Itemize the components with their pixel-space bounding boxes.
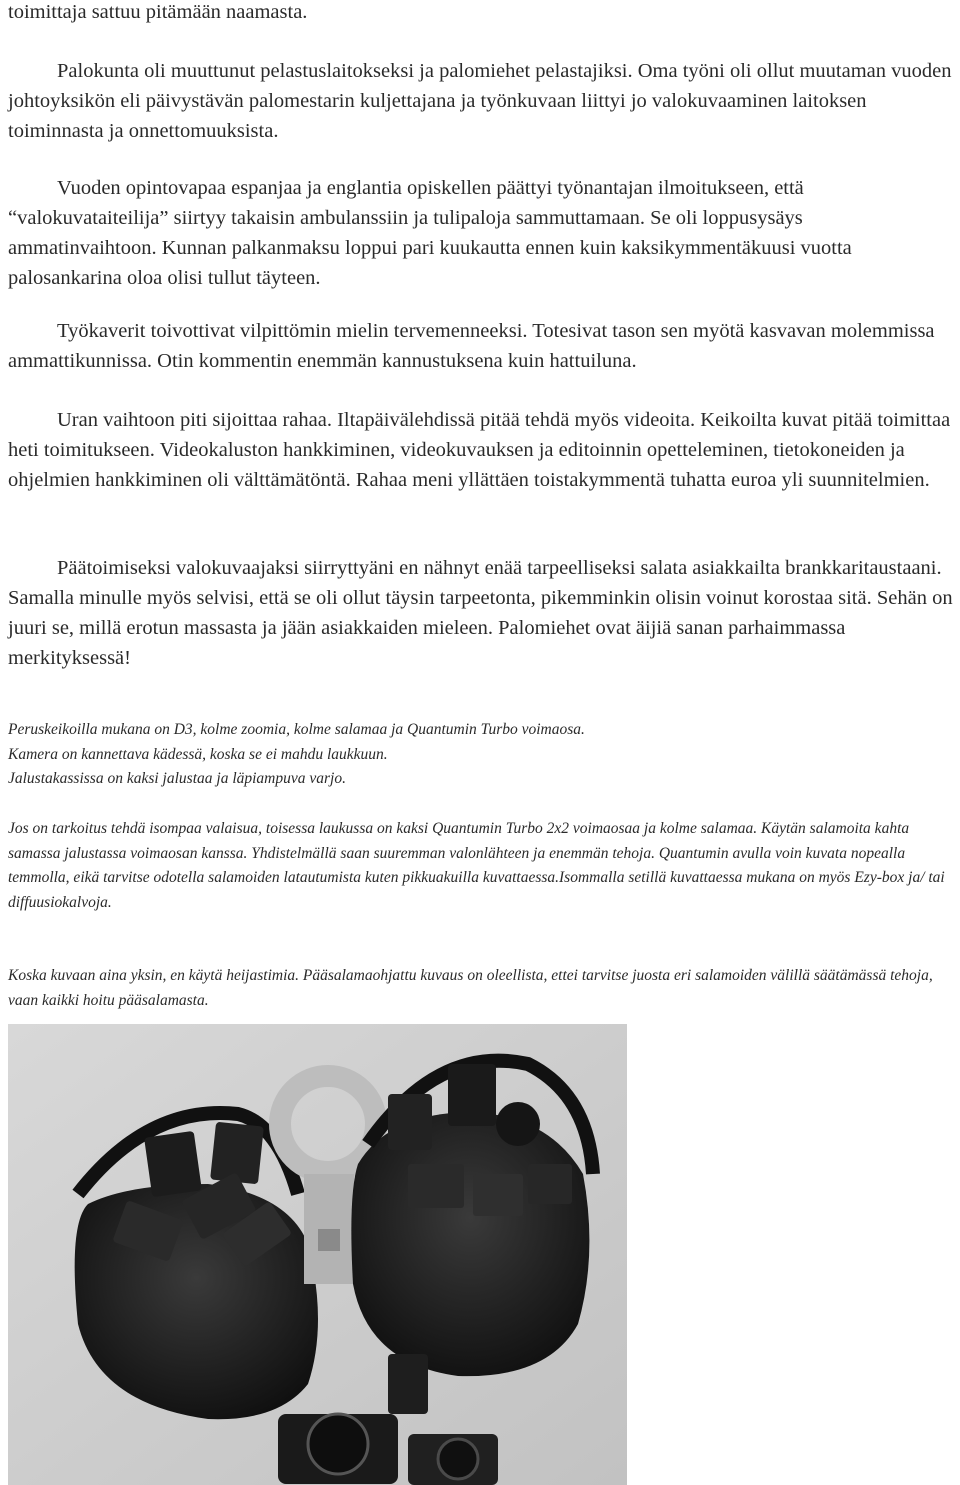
paragraph-colleagues: Työkaverit toivottivat vilpittömin mielin tervemenneeksi. Totesivat tason sen myötä kasvavan molemmissa ammattikunnissa. Otin kommentin enemmän kannustuksena kuin hattuiluna. [8,320,935,372]
paragraph-continuation: toimittaja sattuu pitämään naamasta. [8,1,308,23]
paragraph-investment: Uran vaihtoon piti sijoittaa rahaa. Iltapäivälehdissä pitää tehdä myös videoita. Keikoilta kuvat pitää toimittaa heti toimitukseen. Videokaluston hankkiminen, videokuvauksen ja editoinnin opetteleminen, tietokoneiden ja ohjelmien hankkiminen oli välttämätöntä. Rahaa meni yllättäen toistakymmentä tuhatta euroa yli suunnitelmien. [8,409,951,491]
camera-gear-photo [8,1024,627,1485]
caption-line: Peruskeikoilla mukana on D3, kolme zoomia, kolme salamaa ja Quantumin Turbo voimaosa. [8,721,585,738]
paragraph-study-leave: Vuoden opintovapaa espanjaa ja englantia opiskellen päättyi työnantajan ilmoitukseen, että “valokuvataiteilija” siirtyy takaisin ambulanssiin ja tulipaloja sammuttamaan. Se oli loppusysäys ammatinvaihtoon. Kunnan palkanmaksu loppui pari kuukautta ennen kuin kaksikymmentäkuusi vuotta palosankarina oloa olisi tullut täyteen. [8,177,852,289]
caption-large-kit: Jos on tarkoitus tehdä isompaa valaisua, toisessa laukussa on kaksi Quantumin Turbo 2x2 voimaosaa ja kolme salamaa. Käytän salamoita kahta samassa jalustassa voimaosan kanssa. Yhdistelmällä saan suuremman valonlähteen ja enemmän tehoja. Quantumin avulla voin kuvata nopealla temmolla, eikä tarvitse odotella salamoiden latautumista kuten pikkuakuilla kuvattaessa.Isommalla setillä kuvattaessa mukana on myös Ezy-box ja/ tai diffuusiokalvoja. [8,820,945,911]
caption-line: Jalustakassissa on kaksi jalustaa ja läpiampuva varjo. [8,770,346,787]
paragraph-background: Päätoimiseksi valokuvaajaksi siirryttyäni en nähnyt enää tarpeelliseksi salata asiakkailta brankkaritaustaani. Samalla minulle myös selvisi, että se oli ollut täysin tarpeetonta, pikemminkin olisin voinut korostaa sitä. Sehän on juuri se, millä erotun massasta ja jään asiakkaiden mieleen. Palomiehet ovat äijiä sanan parhaimmassa merkityksessä! [8,557,953,669]
caption-line: Kamera on kannettava kädessä, koska se ei mahdu laukkuun. [8,745,388,763]
caption-basic-kit [8,718,956,792]
paragraph-career: Palokunta oli muuttunut pelastuslaitokseksi ja palomiehet pelastajiksi. Oma työni oli ollut muutaman vuoden johtoyksikön eli päivystävän palomestarin kuljettajana ja työnkuvaan liittyi jo valokuvaaminen laitoksen toiminnasta ja onnettomuuksista. [8,60,952,142]
caption-no-reflectors: Koska kuvaan aina yksin, en käytä heijastimia. Pääsalamaohjattu kuvaus on oleellista, ettei tarvitse juosta eri salamoiden välillä säätämässä tehoja, vaan kaikki hoitu pääsalamasta. [8,967,933,1009]
